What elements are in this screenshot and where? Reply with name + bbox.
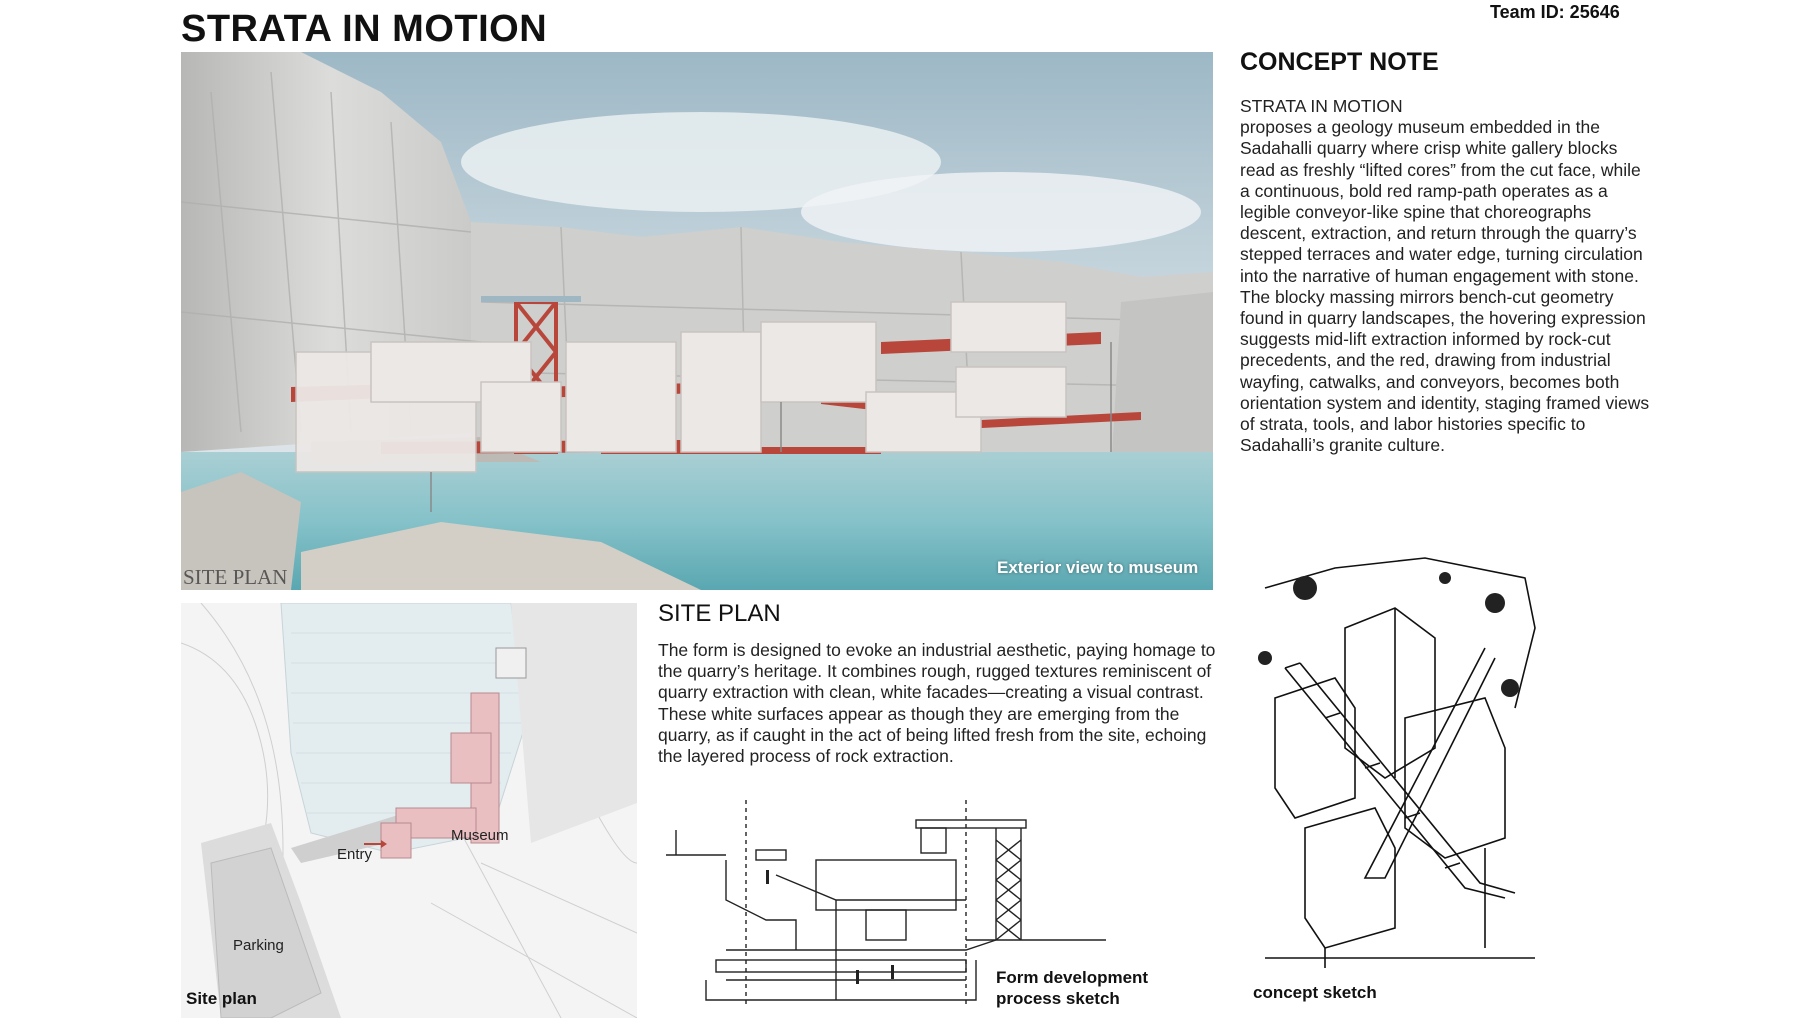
section-sketch-caption: [996, 967, 1148, 1009]
map-label-museum: Museum: [451, 827, 509, 844]
site-plan-caption: Site plan: [186, 989, 257, 1008]
section-caption-line-2: process sketch: [996, 989, 1120, 1008]
concept-paragraph-1: proposes a geology museum embedded in the Sadahalli quarry where crisp white gallery blocks read as freshly “lifted cores” from the cut face, while a continuous, bold red ramp-path operates as a legible conveyor-like spine that choreographs descent, extraction, and return through the quarry’s stepped terraces and water edge, turning circulation into the narrative of human engagement with stone.: [1240, 117, 1643, 286]
team-id-label: Team ID: 25646: [1490, 2, 1620, 22]
map-label-parking: Parking: [233, 937, 284, 954]
exterior-render-illustration: [181, 52, 1213, 590]
concept-sketch-illustration: [1245, 548, 1545, 968]
site-plan-drawing: [181, 603, 637, 1018]
hero-caption: Exterior view to museum: [997, 558, 1199, 577]
exterior-render-image: [181, 52, 1213, 590]
concept-sketch-drawing: [1245, 548, 1545, 968]
concept-paragraph-title: STRATA IN MOTION: [1240, 96, 1403, 116]
concept-sketch-caption: concept sketch: [1253, 983, 1377, 1002]
section-caption-line-1: Form development: [996, 968, 1149, 987]
hero-watermark-text: SITE PLAN: [183, 565, 288, 589]
site-plan-description: The form is designed to evoke an industrial aesthetic, paying homage to the quarry’s heritage. It combines rough, rugged textures reminiscent of quarry extraction with clean, white facades—creating a visual contrast. These white surfaces appear as though they are emerging from the quarry, as if caught in the act of being lifted fresh from the site, echoing the layered process of rock extraction.: [658, 640, 1216, 767]
concept-note-heading: CONCEPT NOTE: [1240, 48, 1439, 76]
concept-paragraph-2: The blocky massing mirrors bench-cut geometry found in quarry landscapes, the hovering expression suggests mid-lift extraction informed by rock-cut precedents, and the red, drawing from industrial wayfing, catwalks, and conveyors, becomes both orientation system and identity, staging framed views of strata, tools, and labor histories specific to Sadahalli’s granite culture.: [1240, 286, 1650, 456]
site-plan-illustration: [181, 603, 637, 1018]
site-plan-heading: SITE PLAN: [658, 600, 781, 627]
map-label-entry: Entry: [337, 846, 373, 863]
concept-note-text: [1240, 96, 1650, 456]
page-title: STRATA IN MOTION: [181, 8, 548, 50]
